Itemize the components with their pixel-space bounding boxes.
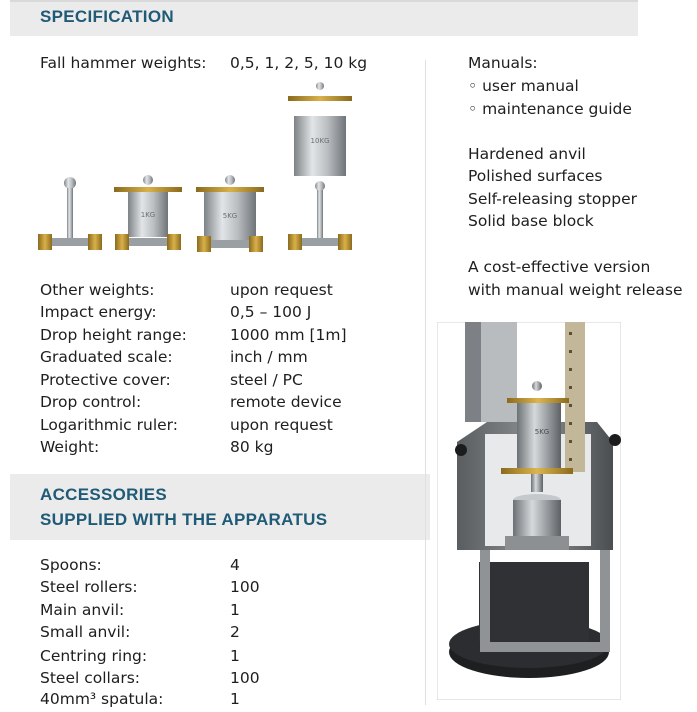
spec-value: inch / mm bbox=[230, 348, 308, 366]
accessory-row bbox=[40, 669, 440, 691]
accessory-label: 40mm³ spatula: bbox=[40, 690, 164, 708]
feature-item: Polished surfaces bbox=[468, 167, 603, 185]
weight-mark-1kg: 1KG bbox=[140, 211, 156, 219]
hammer-weight-10kg-exploded bbox=[288, 82, 352, 250]
accessory-label: Centring ring: bbox=[40, 647, 148, 665]
feature-item: Self-releasing stopper bbox=[468, 190, 637, 208]
manual-item: ◦ maintenance guide bbox=[468, 100, 632, 118]
spec-value: 1000 mm [1m] bbox=[230, 326, 347, 344]
accessory-row bbox=[40, 623, 440, 645]
spec-value: steel / PC bbox=[230, 371, 303, 389]
spec-label: Weight: bbox=[40, 438, 100, 456]
spec-value: 0,5 – 100 J bbox=[230, 303, 312, 321]
version-description-cont: with manual weight release bbox=[468, 281, 683, 299]
spec-row bbox=[40, 416, 440, 438]
accessory-label: Steel rollers: bbox=[40, 578, 138, 596]
accessory-qty: 100 bbox=[230, 578, 260, 596]
accessory-qty: 2 bbox=[230, 623, 240, 641]
spec-row bbox=[40, 348, 440, 370]
accessory-row bbox=[40, 647, 440, 669]
spec-label: Impact energy: bbox=[40, 303, 157, 321]
spec-row bbox=[40, 326, 440, 348]
hammer-rod-only bbox=[38, 177, 102, 250]
spec-value: upon request bbox=[230, 416, 333, 434]
accessory-row bbox=[40, 578, 440, 600]
apparatus-weight-mark: 5KG bbox=[534, 428, 550, 436]
accessory-qty: 1 bbox=[230, 601, 240, 619]
spec-label: Drop control: bbox=[40, 393, 142, 411]
accessory-qty: 4 bbox=[230, 556, 240, 574]
version-description: A cost-effective version bbox=[468, 258, 651, 276]
accessories-subheading: SUPPLIED WITH THE APPARATUS bbox=[40, 510, 328, 529]
spec-label: Other weights: bbox=[40, 281, 155, 299]
specification-heading: SPECIFICATION bbox=[40, 7, 174, 26]
spec-row bbox=[40, 371, 440, 393]
accessory-qty: 100 bbox=[230, 669, 260, 687]
accessory-label: Steel collars: bbox=[40, 669, 141, 687]
hammer-weight-1kg bbox=[114, 175, 182, 250]
accessory-row bbox=[40, 556, 440, 578]
spec-value: upon request bbox=[230, 281, 333, 299]
hammer-weights-illustration bbox=[30, 80, 360, 265]
spec-label: Logarithmic ruler: bbox=[40, 416, 178, 434]
accessories-header-band bbox=[10, 474, 430, 540]
manuals-title: Manuals: bbox=[468, 54, 538, 72]
hammer-weight-5kg bbox=[196, 175, 264, 252]
accessory-label: Small anvil: bbox=[40, 623, 131, 641]
spec-label: Graduated scale: bbox=[40, 348, 173, 366]
spec-value: 80 kg bbox=[230, 438, 274, 456]
spec-label: Drop height range: bbox=[40, 326, 187, 344]
fall-hammer-label: Fall hammer weights: bbox=[40, 54, 207, 72]
feature-item: Hardened anvil bbox=[468, 145, 586, 163]
spec-value: remote device bbox=[230, 393, 342, 411]
fall-hammer-value: 0,5, 1, 2, 5, 10 kg bbox=[230, 54, 368, 72]
spec-row bbox=[40, 281, 440, 303]
weight-mark-5kg: 5KG bbox=[222, 212, 238, 220]
spec-row bbox=[40, 303, 440, 325]
accessory-qty: 1 bbox=[230, 647, 240, 665]
accessory-qty: 1 bbox=[230, 690, 240, 708]
apparatus-photo bbox=[437, 322, 621, 700]
accessory-label: Main anvil: bbox=[40, 601, 125, 619]
feature-item: Solid base block bbox=[468, 212, 594, 230]
spec-label: Protective cover: bbox=[40, 371, 171, 389]
accessory-row bbox=[40, 690, 440, 712]
spec-row bbox=[40, 438, 440, 460]
accessory-row bbox=[40, 601, 440, 623]
accessories-heading: ACCESSORIES bbox=[40, 485, 168, 504]
accessory-label: Spoons: bbox=[40, 556, 102, 574]
column-divider bbox=[425, 60, 426, 705]
spec-row bbox=[40, 393, 440, 415]
weight-mark-10kg: 10KG bbox=[310, 137, 330, 145]
manual-item: ◦ user manual bbox=[468, 77, 579, 95]
